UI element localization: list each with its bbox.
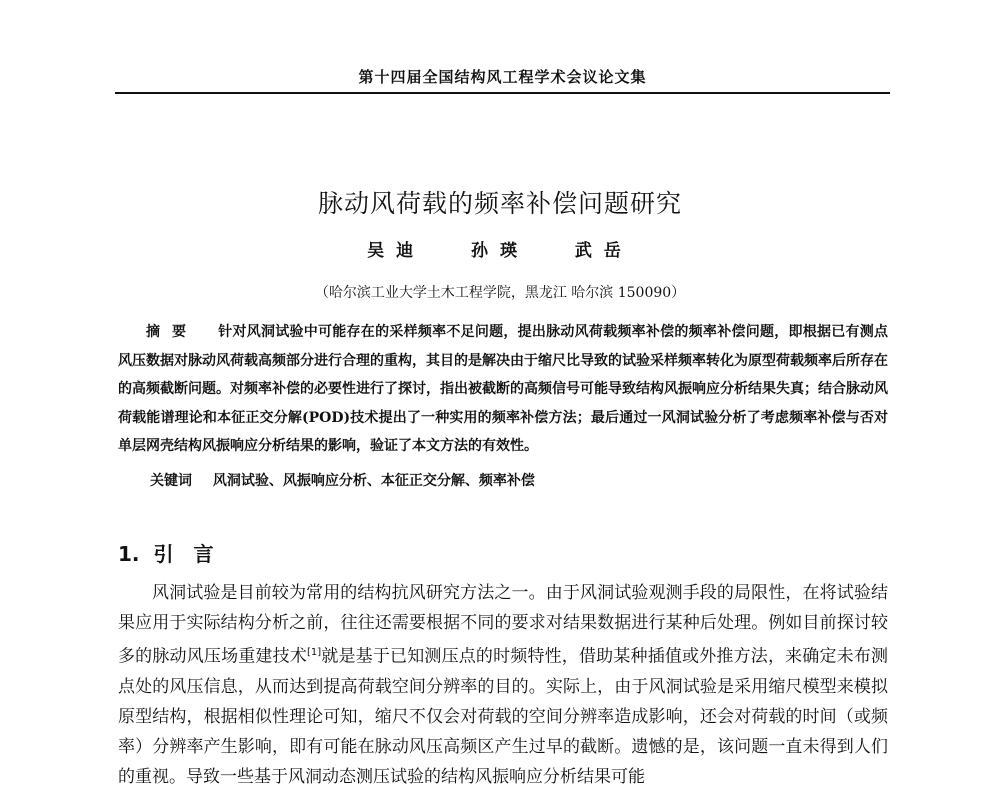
abstract-text: 针对风洞试验中可能存在的采样频率不足问题，提出脉动风荷载频率补偿的频率补偿问题，即根据已有测点风压数据对脉动风荷载高频部分进行合理的重构，其目的是解决由于缩尺比导致的试验采样频率转化为原型荷载频率后所存在的高频截断问题。对频率补偿的必要性进行了探讨，指出被截断的高频信号可能导致结构风振响应分析结果失真；结合脉动风荷载能谱理论和本征正交分解(POD)技术提出了一种实用的频率补偿方法；最后通过一风洞试验分析了考虑频率补偿与否对单层网壳结构风振响应分析结果的影响，验证了本文方法的有效性。 [118,324,888,454]
abstract [118,318,888,461]
body-paragraph [118,578,889,787]
section-number: 1. [118,542,140,566]
keywords [150,470,890,490]
paragraph-text: 风洞试验是目前较为常用的结构抗风研究方法之一。由于风洞试验观测手段的局限性，在将试验结果应用于实际结构分析之前，往往还需要根据不同的要求对结果数据进行某种后处理。例如目前探讨较多的脉动风压场重建技术 [118,583,888,667]
section-heading [118,538,234,567]
paragraph-text: 就是基于已知测压点的时频特性，借助某种插值或外推方法，来确定未布测点处的风压信息，从而达到提高荷载空间分辨率的目的。实际上，由于风洞试验是采用缩尺模型来模拟原型结构，根据相似性理论可知，缩尺不仅会对荷载的空间分辨率造成影响，还会对荷载的时间（或频率）分辨率产生影响，即有可能在脉动风压高频区产生过早的截断。遗憾的是，该问题一直未得到人们的重视。导致一些基于风洞动态测压试验的结构风振响应分析结果可能 [118,646,889,787]
author-name: 武岳 [574,241,633,261]
affiliation: （哈尔滨工业大学土木工程学院，黑龙江 哈尔滨 150090） [314,285,686,301]
author-list [0,236,1000,261]
section-title: 引言 [153,542,234,566]
header-rule [115,92,890,94]
running-header: 第十四届全国结构风工程学术会议论文集 [358,68,647,86]
keywords-label: 关键词 [150,473,192,489]
author-name: 孙瑛 [471,241,529,261]
author-name: 吴迪 [367,241,426,261]
citation-mark[interactable]: [1] [306,647,322,658]
keywords-text: 风洞试验、风振响应分析、本征正交分解、频率补偿 [212,473,535,489]
paper-title: 脉动风荷载的频率补偿问题研究 [317,189,682,218]
abstract-label: 摘要 [146,324,198,340]
